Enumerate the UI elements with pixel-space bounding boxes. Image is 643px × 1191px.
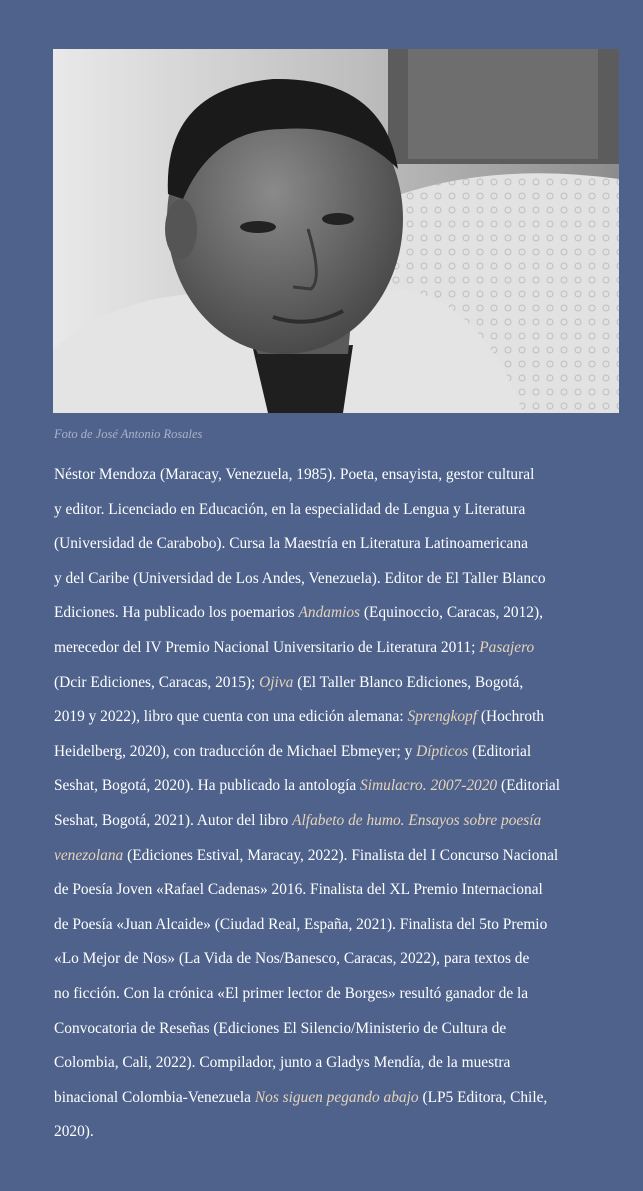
bio-text: Ediciones. Ha publicado los poemarios	[54, 604, 299, 622]
bio-text: binacional Colombia-Venezuela	[54, 1088, 255, 1106]
bio-line	[54, 942, 599, 977]
bio-text: y del Caribe (Universidad de Los Andes, Venezuela). Editor de El Taller Blanco	[54, 569, 546, 587]
bio-text: 2019 y 2022), libro que cuenta con una edición alemana:	[54, 708, 408, 726]
book-title: Nos siguen pegando abajo	[254, 1088, 419, 1106]
photo-caption: Foto de José Antonio Rosales	[54, 427, 203, 441]
bio-text: 2020).	[54, 1123, 94, 1141]
bio-text: (LP5 Editora, Chile,	[418, 1088, 548, 1106]
book-title: Ojiva	[259, 673, 294, 691]
bio-text: de Poesía «Juan Alcaide» (Ciudad Real, España, 2021). Finalista del 5to Premio	[54, 915, 548, 933]
bio-text: (Ediciones Estival, Maracay, 2022). Finalista del I Concurso Nacional	[123, 846, 559, 864]
book-title: venezolana	[54, 846, 124, 864]
bio-text: Seshat, Bogotá, 2020). Ha publicado la antología	[54, 777, 361, 795]
bio-line	[54, 908, 599, 943]
bio-line	[54, 1115, 599, 1150]
bio-text: (Editorial	[497, 777, 560, 795]
bio-line	[54, 839, 599, 874]
bio-line	[54, 562, 599, 597]
bio-line	[54, 977, 599, 1012]
bio-text: Heidelberg, 2020), con traducción de Michael Ebmeyer; y	[54, 742, 417, 760]
bio-text: (Hochroth	[476, 708, 545, 726]
bio-line	[54, 1081, 599, 1116]
bio-text: (Universidad de Carabobo). Cursa la Maestría en Literatura Latinoamericana	[54, 535, 528, 553]
bio-line	[54, 700, 599, 735]
bio-line	[54, 769, 599, 804]
bio-text: Seshat, Bogotá, 2021). Autor del libro	[54, 811, 293, 829]
bio-text: no ficción. Con la crónica «El primer lector de Borges» resultó ganador de la	[54, 984, 529, 1002]
bio-line	[54, 493, 599, 528]
bio-line	[54, 1012, 599, 1047]
bio-line	[54, 666, 599, 701]
author-photo	[53, 49, 619, 413]
bio-line	[54, 458, 599, 493]
bio-text: merecedor del IV Premio Nacional Universitario de Literatura 2011;	[54, 638, 480, 656]
bio-line	[54, 804, 599, 839]
bio-text: (Editorial	[468, 742, 532, 760]
bio-text: (El Taller Blanco Ediciones, Bogotá,	[293, 673, 524, 691]
bio-text: «Lo Mejor de Nos» (La Vida de Nos/Banesco, Caracas, 2022), para textos de	[54, 950, 530, 968]
bio-text: (Dcir Ediciones, Caracas, 2015);	[54, 673, 260, 691]
bio-text: (Equinoccio, Caracas, 2012),	[360, 604, 543, 622]
book-title: Pasajero	[479, 638, 535, 656]
biography-text	[54, 458, 599, 1150]
bio-line	[54, 1046, 599, 1081]
bio-text: Néstor Mendoza (Maracay, Venezuela, 1985). Poeta, ensayista, gestor cultural	[54, 466, 535, 483]
book-title: Simulacro. 2007-2020	[360, 777, 498, 795]
bio-line	[54, 596, 599, 631]
bio-line	[54, 735, 599, 770]
book-title: Alfabeto de humo. Ensayos sobre poesía	[292, 811, 542, 829]
bio-text: Convocatoria de Reseñas (Ediciones El Silencio/Ministerio de Cultura de	[54, 1019, 507, 1037]
book-title: Dípticos	[416, 742, 469, 760]
bio-line	[54, 631, 599, 666]
bio-text: Colombia, Cali, 2022). Compilador, junto a Gladys Mendía, de la muestra	[54, 1054, 511, 1072]
bio-line	[54, 873, 599, 908]
bio-text: de Poesía Joven «Rafael Cadenas» 2016. Finalista del XL Premio Internacional	[54, 881, 543, 899]
book-title: Andamios	[298, 604, 361, 622]
book-title: Sprengkopf	[407, 708, 477, 726]
bio-line	[54, 527, 599, 562]
bio-text: y editor. Licenciado en Educación, en la especialidad de Lengua y Literatura	[54, 500, 526, 518]
